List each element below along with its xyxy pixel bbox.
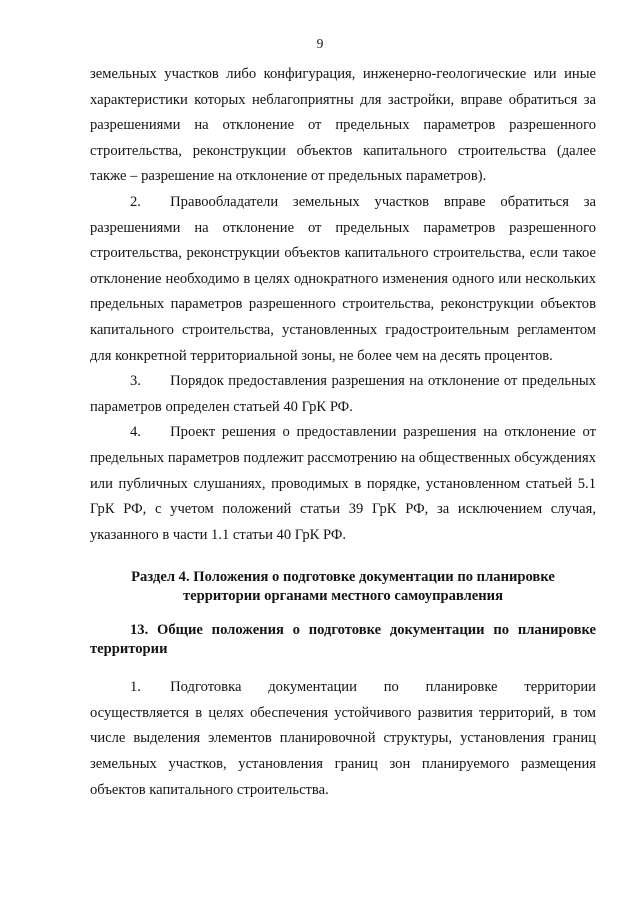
section-heading-line-1: Раздел 4. Положения о подготовке документации по планировке	[131, 569, 555, 586]
page-number: 9	[316, 36, 324, 51]
paragraph-item-4: 4. Проект решения о предоставлении разрешения на отклонение от предельных параметров подлежит рассмотрению на общественных обсуждениях или публичных слушаниях, проводимых в порядке, установленном статьей 5.1 ГрК РФ, с учетом положений статьи 39 ГрК РФ, за исключением случая, указанного в части 1.1 статьи 40 ГрК РФ.	[90, 424, 596, 543]
paragraph-item-3: 3. Порядок предоставления разрешения на отклонение от предельных параметров определен статьей 40 ГрК РФ.	[90, 373, 596, 415]
paragraph-item-2: 2. Правообладатели земельных участков вправе обратиться за разрешениями на отклонение от предельных параметров разрешенного строительства, реконструкции объектов капитального строительства, если такое отклонение необходимо в целях однократного изменения одного или нескольких предельных параметров разрешенного строительства, реконструкции объектов капитального строительства, установленных градостроительным регламентом для конкретной территориальной зоны, не более чем на десять процентов.	[90, 193, 596, 364]
subsection-heading: 13. Общие положения о подготовке документации по планировке территории	[90, 622, 596, 657]
paragraph-continuation: земельных участков либо конфигурация, инженерно-геологические или иные характеристики которых неблагоприятны для застройки, вправе обратиться за разрешениями на отклонение от предельных параметров разрешенного строительства, реконструкции объектов капитального строительства (далее также – разрешение на отклонение от предельных параметров).	[90, 66, 596, 185]
section-heading-line-2: территории органами местного самоуправления	[183, 587, 503, 604]
document-body	[90, 62, 596, 803]
section-heading	[90, 568, 596, 605]
paragraph-13-item-1: 1. Подготовка документации по планировке территории осуществляется в целях обеспечения устойчивого развития территорий, в том числе выделения элементов планировочной структуры, установления границ земельных участков, установления границ зон планируемого размещения объектов капитального строительства.	[90, 679, 596, 798]
